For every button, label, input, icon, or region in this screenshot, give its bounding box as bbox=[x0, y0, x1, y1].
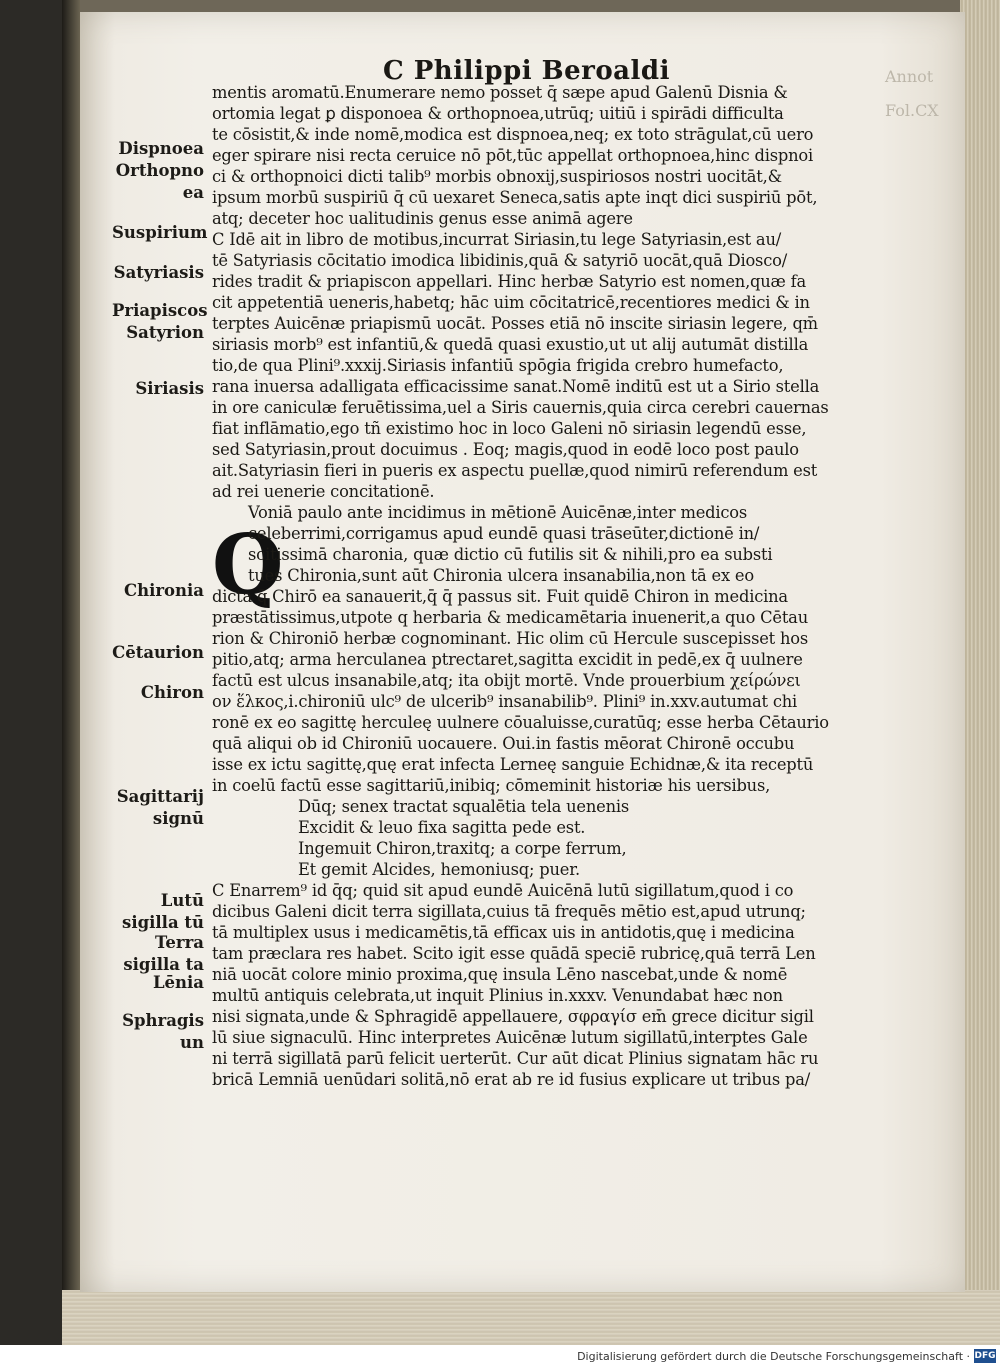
text-line: tē Satyriasis cōcitatio imodica libidinis,quā & satyriō uocāt,quā Diosco/ bbox=[212, 251, 788, 270]
marginal-satyriasis: Satyriasis bbox=[113, 263, 204, 282]
text-line: ον ἕλκος,i.chironiū ulc⁹ de ulcerib⁹ insanabilib⁹. Plini⁹ in.xxv.autumat chi bbox=[212, 692, 798, 711]
marginal-satyrion: Satyrion bbox=[126, 323, 204, 342]
text-line: niā uocāt colore minio proxima,quę insula Lēno nascebat,unde & nomē bbox=[212, 965, 788, 984]
verse-line: Excidit & leuo fixa sagitta pede est. bbox=[298, 818, 586, 837]
text-line: nisi signata,unde & Sphragidē appellauere, σφραγίσ em̄ grece dicitur sigil bbox=[212, 1007, 814, 1026]
text-line: atq; deceter hoc ualitudinis genus esse animā agere bbox=[212, 209, 633, 228]
text-line: sed Satyriasin,prout docuimus . Eoq; magis,quod in eodē loco post paulo bbox=[212, 440, 799, 459]
dfg-logo: DFG bbox=[974, 1351, 996, 1361]
text-line: cit appetentiā ueneris,habetq; hāc uim cōcitatricē,recentiores medici & in bbox=[212, 293, 810, 312]
marginal-siriasis: Siriasis bbox=[135, 379, 204, 398]
marginal-terra-sigillata: Terra sigilla ta bbox=[123, 933, 204, 974]
text-line: C Enarrem⁹ id q̄q; quid sit apud eundē Auicēnā lutū sigillatum,quod i co bbox=[212, 881, 794, 900]
bleed-through-line: Annot bbox=[885, 67, 934, 86]
text-line: tio,de qua Plini⁹.xxxij.Siriasis infantiū spōgia frigida crebro humefacto, bbox=[212, 356, 784, 375]
marginal-priapiscos: Priapiscos bbox=[112, 301, 208, 320]
marginal-chironia: Chironia bbox=[123, 581, 204, 600]
text-line: mentis aromatū.Enumerare nemo posset q̄ sæpe apud Galenū Disnia & bbox=[212, 83, 788, 102]
text-line: Voniā paulo ante incidimus in mētionē Auicēnæ,inter medicos bbox=[248, 503, 748, 522]
page-edges-bottom bbox=[62, 1290, 1000, 1345]
text-line: tam præclara res habet. Scito igit esse quādā speciē rubricę,quā terrā Len bbox=[212, 944, 816, 963]
verse-line: Et gemit Alcides, hemoniusq; puer. bbox=[298, 860, 580, 879]
text-line: te cōsistit,& inde nomē,modica est dispnoea,neq; ex toto strāgulat,cū uero bbox=[212, 125, 814, 144]
binding-shadow bbox=[62, 0, 80, 1345]
main-text-block bbox=[212, 82, 877, 1090]
marginal-orthopnoea: Orthopno ea bbox=[115, 161, 204, 202]
text-line: in ore caniculæ feruētissima,uel a Siris cauernis,quia circa cerebri cauernas bbox=[212, 398, 829, 417]
text-line: pitio,atq; arma herculanea ptrectaret,sagitta excidit in pedē,ex q̄ uulnere bbox=[212, 650, 803, 669]
text-line: isse ex ictu sagittę,quę erat infecta Lerneę sanguie Echidnæ,& ita receptū bbox=[212, 755, 814, 774]
text-line: eger spirare nisi recta ceruice nō pōt,tūc appellat orthopnoea,hinc dispnoi bbox=[212, 146, 814, 165]
text-line: C Idē ait in libro de motibus,incurrat Siriasin,tu lege Satyriasin,est au/ bbox=[212, 230, 782, 249]
marginal-sagittarij-signu: Sagittarij signū bbox=[116, 787, 204, 828]
bleed-through-text bbox=[885, 60, 945, 128]
marginal-cetaurion: Cētaurion bbox=[112, 643, 204, 662]
text-line: ipsum morbū suspiriū q̄ cū uexaret Seneca,satis apte inqt dici suspiriū pōt, bbox=[212, 188, 818, 207]
text-line: ortomia legat ꝑ disponoea & orthopnoea,utrūq; uitiū i spirādi difficulta bbox=[212, 104, 784, 123]
marginal-suspirium: Suspirium bbox=[112, 223, 208, 242]
text-line: dicibus Galeni dicit terra sigillata,cuius tā frequēs mētio est,apud utrunq; bbox=[212, 902, 806, 921]
text-line: factū est ulcus insanabile,atq; ita obijt mortē. Vnde prouerbium χείρώνει bbox=[212, 671, 801, 690]
footer-credit: Digitalisierung gefördert durch die Deutsche Forschungsgemeinschaft · bbox=[577, 1350, 970, 1363]
text-line: fiat inflāmatio,ego tñ existimo hoc in loco Galeni nō siriasin legendū esse, bbox=[212, 419, 807, 438]
text-line: rana inuersa adalligata efficacissime sanat.Nomē inditū est ut a Sirio stella bbox=[212, 377, 820, 396]
marginal-dispnoea: Dispnoea bbox=[118, 139, 204, 158]
verse-line: Ingemuit Chiron,traxitq; a corpe ferrum, bbox=[298, 839, 627, 858]
page-edges-right bbox=[960, 0, 1000, 1345]
text-line: terptes Auicēnæ priapismū uocāt. Posses etiā nō inscite siriasin legere, qm̄ bbox=[212, 314, 818, 333]
text-line: rion & Chironiō herbæ cognominant. Hic olim cū Hercule suscepisset hos bbox=[212, 629, 809, 648]
running-head: C Philippi Beroaldi bbox=[383, 56, 670, 86]
text-line: dicta q̄ Chirō ea sanauerit,q̄ q̄ passus sit. Fuit quidē Chiron in medicina bbox=[212, 587, 788, 606]
text-line: ci & orthopnoici dicti talib⁹ morbis obnoxij,suspiriosos nostri uocitāt,& bbox=[212, 167, 782, 186]
marginal-lutu-sigillatu: Lutū sigilla tū bbox=[122, 891, 204, 932]
text-line: multū antiquis celebrata,ut inquit Plinius in.xxxv. Venundabat hæc non bbox=[212, 986, 783, 1005]
text-line: tues Chironia,sunt aūt Chironia ulcera insanabilia,non tā ex eo bbox=[248, 566, 754, 585]
drop-capital: Q bbox=[212, 517, 284, 613]
marginal-sphragis: Sphragis un bbox=[122, 1011, 204, 1052]
text-line: ad rei uenerie concitationē. bbox=[212, 482, 435, 501]
text-line: in coelū factū esse sagittariū,inibiq; cōmeminit historiæ his uersibus, bbox=[212, 776, 771, 795]
text-line: ait.Satyriasin fieri in pueris ex aspectu puellæ,quod nimirū referendum est bbox=[212, 461, 818, 480]
marginal-lenia: Lēnia bbox=[152, 973, 204, 992]
marginal-chiron: Chiron bbox=[140, 683, 204, 702]
verse-line: Dūq; senex tractat squalētia tela uenenis bbox=[298, 797, 630, 816]
text-line: scitissimā charonia, quæ dictio cū futilis sit & nihili,pro ea substi bbox=[248, 545, 773, 564]
text-line: lū siue signaculū. Hinc interpretes Auicēnæ lutum sigillatū,interptes Gale bbox=[212, 1028, 808, 1047]
bleed-through-line: Fol.CX bbox=[885, 101, 939, 120]
text-line: quā aliqui ob id Chironiū uocauere. Oui.in fastis mēorat Chironē occubu bbox=[212, 734, 795, 753]
text-line: præstātissimus,utpote q herbaria & medicamētaria inuenerit,a quo Cētau bbox=[212, 608, 808, 627]
text-line: tā multiplex usus i medicamētis,tā efficax uis in antidotis,quę i medicina bbox=[212, 923, 795, 942]
text-line: ronē ex eo sagittę herculeę uulnere cōualuisse,curatūq; esse herba Cētaurio bbox=[212, 713, 829, 732]
text-line: bricā Lemniā uenūdari solitā,nō erat ab re id fusius explicare ut tribus pa/ bbox=[212, 1070, 811, 1089]
text-line: ni terrā sigillatā parū felicit uerterūt. Cur aūt dicat Plinius signatam hāc ru bbox=[212, 1049, 819, 1068]
text-line: rides tradit & priapiscon appellari. Hinc herbæ Satyrio est nomen,quæ fa bbox=[212, 272, 806, 291]
text-line: celeberrimi,corrigamus apud eundē quasi trāseūter,dictionē in/ bbox=[248, 524, 760, 543]
text-line: siriasis morb⁹ est infantiū,& quedā quasi exustio,ut ut alij autumāt distilla bbox=[212, 335, 809, 354]
